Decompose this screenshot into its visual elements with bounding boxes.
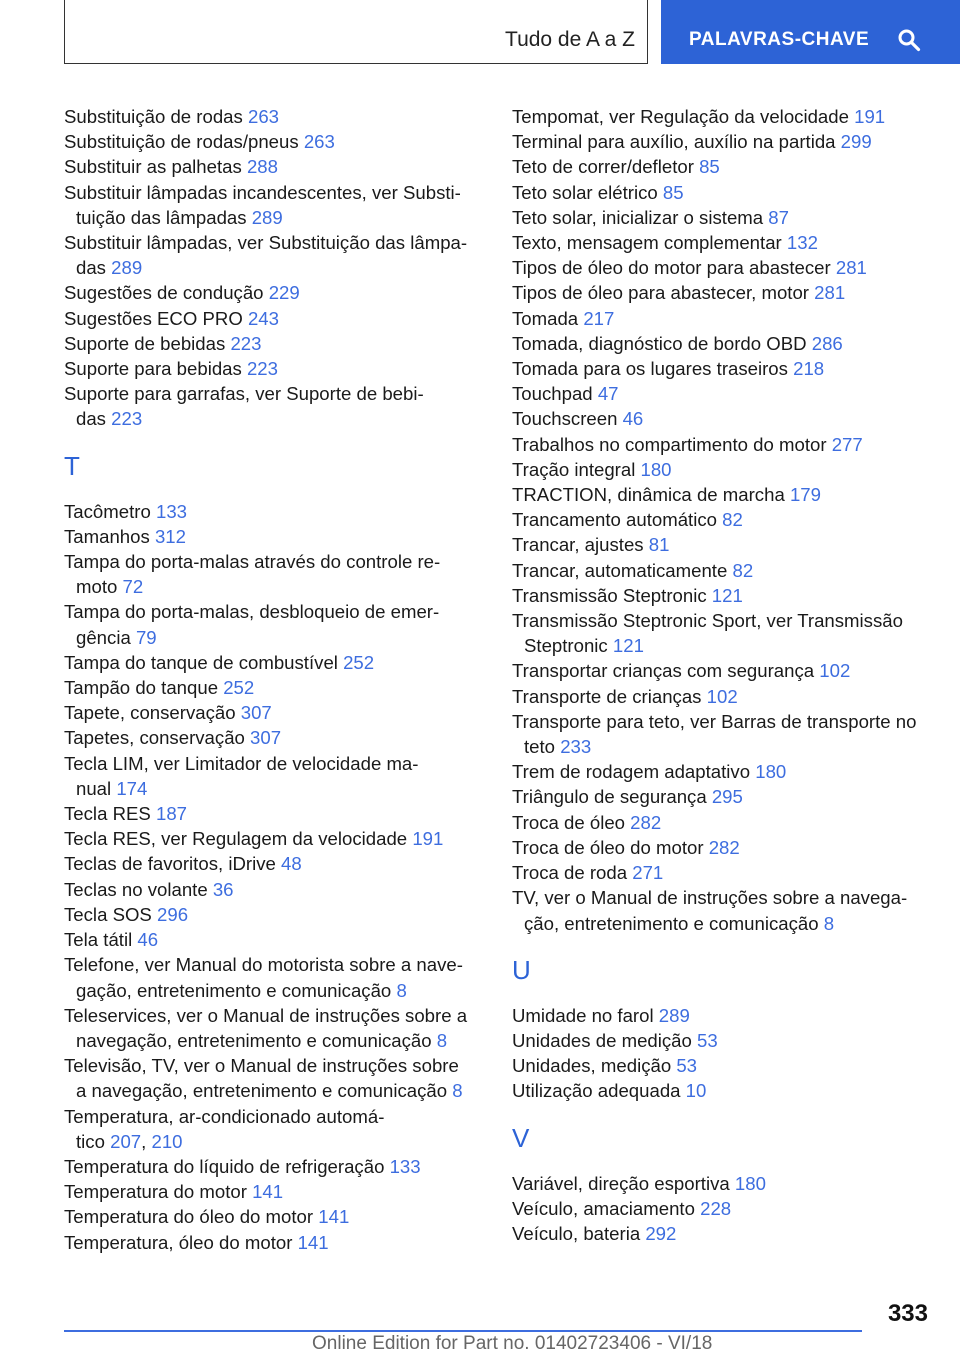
- page-reference-link[interactable]: 286: [811, 332, 843, 354]
- index-entry: [512, 658, 932, 683]
- index-term-text: a navegação, entretenimento e comunicação: [76, 1080, 453, 1102]
- index-entry: [64, 877, 484, 902]
- page-reference-link[interactable]: 72: [122, 576, 144, 598]
- index-entry: [64, 129, 484, 154]
- index-term-text: Tomada: [512, 307, 584, 329]
- index-entry: [64, 331, 484, 356]
- index-entry: [64, 1053, 484, 1103]
- page-reference-link[interactable]: 85: [699, 156, 720, 178]
- index-term-text: gação, entretenimento e comunicação: [76, 979, 397, 1001]
- index-entry: [64, 952, 484, 1002]
- index-entry: [64, 1003, 484, 1053]
- index-term-text: Substituição de rodas: [64, 106, 248, 127]
- index-term-text: Troca de roda: [512, 862, 633, 884]
- index-entry: [64, 599, 484, 649]
- index-entry: [512, 1221, 932, 1246]
- index-term-text: Substituir lâmpadas, ver Substituição das lâmpa-: [64, 232, 468, 254]
- index-entry: [512, 104, 932, 129]
- page-reference-link[interactable]: 289: [658, 1004, 690, 1026]
- page-reference-link[interactable]: 223: [230, 332, 262, 354]
- index-entry: [512, 709, 932, 759]
- page-reference-link[interactable]: 288: [246, 156, 278, 178]
- page-reference-link[interactable]: 243: [247, 307, 279, 329]
- page-reference-link[interactable]: 218: [793, 358, 825, 380]
- index-term-text: Teto de correr/defletor: [512, 156, 700, 178]
- page-reference-link[interactable]: 233: [560, 736, 592, 758]
- index-entry: [64, 851, 484, 876]
- index-term-text: Tempomat, ver Regulação da velocidade: [512, 106, 855, 127]
- page-reference-link[interactable]: 141: [297, 1231, 329, 1253]
- index-term-text: TV, ver o Manual de instruções sobre a navega-: [512, 887, 908, 909]
- page-reference-link[interactable]: 48: [281, 853, 302, 875]
- page-reference-link[interactable]: 141: [318, 1206, 350, 1228]
- page-reference-link[interactable]: 191: [854, 106, 886, 127]
- page-reference-link[interactable]: 46: [137, 929, 159, 951]
- header-section-box: [64, 0, 648, 64]
- index-entry: [64, 826, 484, 851]
- index-entry: [512, 356, 932, 381]
- index-term-text: Trancar, ajustes: [512, 534, 649, 556]
- page-reference-link[interactable]: 8: [396, 979, 407, 1001]
- index-entry: [64, 902, 484, 927]
- index-entry: [512, 1028, 932, 1053]
- index-term-text: Teleservices, ver o Manual de instruções sobre a: [64, 1004, 468, 1026]
- page-reference-link[interactable]: 307: [250, 727, 282, 749]
- index-term-text: Tecla RES, ver Regulagem da velocidade: [64, 828, 413, 850]
- index-entry: [64, 1154, 484, 1179]
- page-reference-link[interactable]: 207: [110, 1130, 142, 1152]
- index-term-text: Touchscreen: [512, 408, 623, 430]
- index-term-text: Trancamento automático: [512, 509, 723, 531]
- page-reference-link[interactable]: 252: [223, 677, 255, 699]
- index-entry: [64, 650, 484, 675]
- index-entry: [64, 725, 484, 750]
- index-entry: [512, 860, 932, 885]
- page-reference-link[interactable]: 53: [676, 1055, 698, 1077]
- index-entry: [512, 608, 932, 658]
- index-term-text: Utilização adequada: [512, 1080, 686, 1102]
- page-reference-link[interactable]: 187: [155, 803, 188, 825]
- index-term-text: Substituir lâmpadas incandescentes, ver Substi-: [64, 181, 461, 203]
- index-term-text: Substituição de rodas/pneus: [64, 131, 304, 153]
- index-term-text: Transporte para teto, ver Barras de transporte no: [512, 710, 917, 732]
- page-reference-link[interactable]: 217: [583, 307, 615, 329]
- page-reference-link[interactable]: 82: [732, 559, 754, 581]
- page-number: 333: [887, 1300, 928, 1327]
- index-entry: Temperatura, ar-condicionado automá- tico 207, 210: [64, 1105, 385, 1152]
- page-reference-link[interactable]: 8: [823, 912, 835, 934]
- index-entry: [512, 230, 932, 255]
- index-entry: [512, 507, 932, 532]
- index-term-text: Teclas no volante: [64, 878, 213, 900]
- page-reference-link[interactable]: 121: [711, 584, 743, 606]
- index-entry: [64, 700, 484, 725]
- index-entry: [512, 432, 932, 457]
- index-entry: [512, 759, 932, 784]
- page-reference-link[interactable]: 141: [252, 1181, 284, 1203]
- index-term-text: teto: [524, 736, 561, 758]
- page-reference-link[interactable]: 102: [819, 660, 851, 682]
- page-reference-link[interactable]: 277: [831, 433, 863, 455]
- index-entry: [64, 280, 484, 305]
- index-entry: [512, 205, 932, 230]
- section-letter-heading: U: [512, 954, 531, 985]
- index-term-text: Texto, mensagem complementar: [512, 232, 787, 254]
- index-entry: [512, 684, 932, 709]
- index-entry: [512, 784, 932, 809]
- page-reference-link[interactable]: 133: [155, 500, 188, 522]
- index-term-text: gência: [76, 626, 136, 648]
- index-term-text: Terminal para auxílio, auxílio na partida: [512, 131, 841, 153]
- index-entry: [512, 457, 932, 482]
- index-term-text: Veículo, amaciamento: [512, 1197, 701, 1219]
- index-term-text: Trabalhos no compartimento do motor: [512, 433, 832, 455]
- keyword-tab-label: PALAVRAS-CHAVE: [689, 29, 870, 50]
- index-entry: [512, 835, 932, 860]
- page-reference-link[interactable]: 180: [734, 1172, 766, 1194]
- index-term-text: Temperatura do líquido de refrigeração: [64, 1155, 390, 1177]
- index-term-text: Tela tátil: [64, 929, 138, 951]
- page-reference-link[interactable]: 312: [154, 525, 186, 547]
- index-term-text: das: [76, 408, 112, 430]
- index-term-text: Teclas de favoritos, iDrive: [64, 853, 282, 875]
- page-reference-link[interactable]: 289: [251, 206, 283, 228]
- page-reference-link[interactable]: 282: [708, 836, 740, 858]
- page-reference-link[interactable]: 210: [151, 1130, 183, 1152]
- index-term-text: Tampa do tanque de combustível: [64, 651, 344, 673]
- index-entry: [64, 927, 484, 952]
- index-term-text: Umidade no farol: [512, 1004, 659, 1026]
- page-reference-link[interactable]: 252: [343, 651, 375, 673]
- index-entry: [512, 280, 932, 305]
- index-term-text: Tipos de óleo do motor para abastecer: [512, 257, 836, 279]
- index-term-text: Temperatura, ar-condicionado automá-: [64, 1105, 385, 1127]
- index-entry: [512, 306, 932, 331]
- index-entry: [64, 1179, 484, 1204]
- page-reference-link[interactable]: 263: [303, 131, 335, 153]
- index-entry: [512, 1196, 932, 1221]
- index-entry: [512, 583, 932, 608]
- section-letter-heading: V: [512, 1122, 530, 1153]
- index-entry: [64, 1204, 484, 1229]
- page-reference-link[interactable]: 289: [111, 257, 143, 279]
- page-reference-link[interactable]: 121: [612, 635, 644, 657]
- index-entry: [512, 331, 932, 356]
- page-reference-link[interactable]: 271: [632, 862, 664, 884]
- index-entry: [64, 675, 484, 700]
- index-entry: [64, 306, 484, 331]
- page-reference-link[interactable]: 281: [814, 282, 846, 304]
- index-column-left: [64, 104, 484, 1255]
- index-term-text: Transmissão Steptronic: [512, 584, 712, 606]
- index-entry: [64, 524, 484, 549]
- page-reference-link[interactable]: 102: [706, 685, 738, 707]
- page-reference-link[interactable]: 133: [389, 1155, 421, 1177]
- index-term-text: Tecla RES: [64, 803, 156, 825]
- page-reference-link[interactable]: 282: [630, 811, 662, 833]
- index-term-text: Sugestões de condução: [64, 282, 269, 304]
- index-entry: [512, 532, 932, 557]
- section-letter-heading: T: [64, 450, 80, 481]
- index-entry: [64, 180, 484, 230]
- index-entry: [512, 154, 932, 179]
- index-term-text: Suporte para garrafas, ver Suporte de bebi-: [64, 383, 424, 405]
- index-term-text: Tapetes, conservação: [64, 727, 251, 749]
- index-entry: [64, 549, 484, 599]
- index-term-text: Temperatura do óleo do motor: [64, 1206, 319, 1228]
- index-term-text: Transporte de crianças: [512, 685, 707, 707]
- keyword-tab[interactable]: [661, 0, 960, 64]
- index-term-text: Tomada para os lugares traseiros: [512, 358, 794, 380]
- index-term-text: Sugestões ECO PRO: [64, 307, 248, 329]
- index-term-text: Tomada, diagnóstico de bordo OBD: [512, 332, 812, 354]
- index-entry: [64, 356, 484, 381]
- index-term-text: Teto solar, inicializar o sistema: [512, 206, 769, 228]
- page-reference-link[interactable]: 179: [789, 484, 821, 506]
- index-entry: [512, 1003, 932, 1028]
- page-reference-link[interactable]: 223: [111, 408, 143, 430]
- page-reference-link[interactable]: 263: [248, 106, 280, 127]
- index-entry: [512, 1171, 932, 1196]
- index-term-text: Variável, direção esportiva: [512, 1172, 735, 1194]
- index-term-text: Triângulo de segurança: [512, 786, 712, 808]
- index-term-text: Trancar, automaticamente: [512, 559, 733, 581]
- page-reference-link[interactable]: 228: [700, 1197, 732, 1219]
- index-term-text: das: [76, 257, 112, 279]
- index-term-text: Tampa do porta-malas através do controle re-: [64, 551, 441, 573]
- page-reference-link[interactable]: 307: [240, 702, 272, 724]
- page-reference-link[interactable]: 46: [622, 408, 644, 430]
- index-term-text: Tipos de óleo para abastecer, motor: [512, 282, 815, 304]
- index-term-text: Tampão do tanque: [64, 677, 224, 699]
- page-reference-link[interactable]: 292: [645, 1222, 677, 1244]
- index-entry: [64, 499, 484, 524]
- section-title: Tudo de A a Z: [505, 28, 635, 51]
- page-reference-link[interactable]: 53: [697, 1029, 718, 1051]
- index-entry: [512, 1053, 932, 1078]
- index-entry: [512, 810, 932, 835]
- page-reference-link[interactable]: 85: [662, 181, 684, 203]
- index-term-text: Televisão, TV, ver o Manual de instruções sobre: [64, 1055, 459, 1077]
- page-reference-link[interactable]: 229: [268, 282, 300, 304]
- index-term-text: Tapete, conservação: [64, 702, 241, 724]
- index-entry: [512, 381, 932, 406]
- index-entry: [512, 129, 932, 154]
- page-reference-link[interactable]: 180: [640, 458, 672, 480]
- index-term-text: navegação, entretenimento e comunicação: [76, 1029, 437, 1051]
- index-entry: [512, 255, 932, 280]
- page-reference-link[interactable]: 79: [135, 626, 157, 648]
- index-entry: [512, 180, 932, 205]
- index-entry: [512, 482, 932, 507]
- index-term-text: Steptronic: [524, 635, 613, 657]
- index-term-text: Veículo, bateria: [512, 1222, 646, 1244]
- index-term-text: Tecla SOS: [64, 903, 158, 925]
- index-entry: [64, 1230, 484, 1255]
- page-reference-link[interactable]: 180: [755, 761, 787, 783]
- index-entry: [64, 230, 484, 280]
- index-entry: [64, 801, 484, 826]
- index-term-text: Troca de óleo do motor: [512, 836, 709, 858]
- page-reference-link[interactable]: 281: [835, 257, 867, 279]
- index-term-text: Suporte de bebidas: [64, 332, 231, 354]
- page-reference-link[interactable]: 296: [157, 903, 189, 925]
- index-term-text: Transportar crianças com segurança: [512, 660, 820, 682]
- index-term-text: Temperatura do motor: [64, 1181, 253, 1203]
- index-term-text: Suporte para bebidas: [64, 358, 247, 380]
- page-reference-link[interactable]: 10: [685, 1080, 707, 1102]
- index-term-text: Unidades de medição: [512, 1029, 698, 1051]
- index-entry: [512, 406, 932, 431]
- index-entry: [64, 154, 484, 179]
- index-entry: [64, 104, 484, 129]
- footer-divider: [64, 1330, 862, 1332]
- index-term-text: Transmissão Steptronic Sport, ver Transmissão: [512, 610, 903, 632]
- page-reference-link[interactable]: 8: [436, 1029, 448, 1051]
- index-entry: [64, 751, 484, 801]
- page-reference-link[interactable]: 8: [452, 1080, 463, 1102]
- index-term-text: Telefone, ver Manual do motorista sobre a nave-: [64, 954, 463, 976]
- page-reference-link[interactable]: 295: [711, 786, 743, 808]
- index-term-text: Substituir as palhetas: [64, 156, 247, 178]
- page-reference-link[interactable]: 299: [840, 131, 872, 153]
- index-term-text: Troca de óleo: [512, 811, 631, 833]
- page-reference-link[interactable]: 174: [116, 777, 148, 799]
- footer-edition-text: Online Edition for Part no. 01402723406 - VI/18: [312, 1333, 713, 1354]
- index-term-text: tico: [76, 1130, 111, 1152]
- index-term-text: Temperatura, óleo do motor: [64, 1231, 298, 1253]
- page-reference-link[interactable]: 132: [786, 232, 818, 254]
- page-reference-link[interactable]: 81: [648, 534, 670, 556]
- index-entry: [512, 558, 932, 583]
- index-term-text: tuição das lâmpadas: [76, 206, 252, 228]
- index-term-text: Tacômetro: [64, 500, 156, 522]
- index-term-text: Tamanhos: [64, 525, 155, 547]
- index-term-text: ção, entretenimento e comunicação: [524, 912, 824, 934]
- index-entry: [512, 1078, 932, 1103]
- index-term-text: Touchpad: [512, 383, 598, 405]
- index-term-text: Teto solar elétrico: [512, 181, 663, 203]
- page-reference-link[interactable]: 223: [246, 358, 278, 380]
- page-reference-link[interactable]: 47: [597, 383, 619, 405]
- index-term-text: Tecla LIM, ver Limitador de velocidade ma-: [64, 752, 419, 774]
- index-term-text: nual: [76, 777, 117, 799]
- index-entry: [64, 381, 484, 431]
- page-reference-link[interactable]: 36: [212, 878, 234, 900]
- page-reference-link[interactable]: 191: [412, 828, 444, 850]
- index-term-text: TRACTION, dinâmica de marcha: [512, 484, 790, 506]
- index-term-text: moto: [76, 576, 123, 598]
- page-reference-link[interactable]: 87: [768, 206, 789, 228]
- page-reference-link[interactable]: 82: [722, 509, 743, 531]
- index-entry: [512, 885, 932, 935]
- index-term-text: Trem de rodagem adaptativo: [512, 761, 756, 783]
- search-icon: [897, 28, 921, 52]
- index-column-right: [512, 104, 932, 1246]
- index-term-text: Unidades, medição: [512, 1055, 677, 1077]
- index-term-text: Tampa do porta-malas, desbloqueio de emer-: [64, 601, 440, 623]
- index-term-text: Tração integral: [512, 458, 641, 480]
